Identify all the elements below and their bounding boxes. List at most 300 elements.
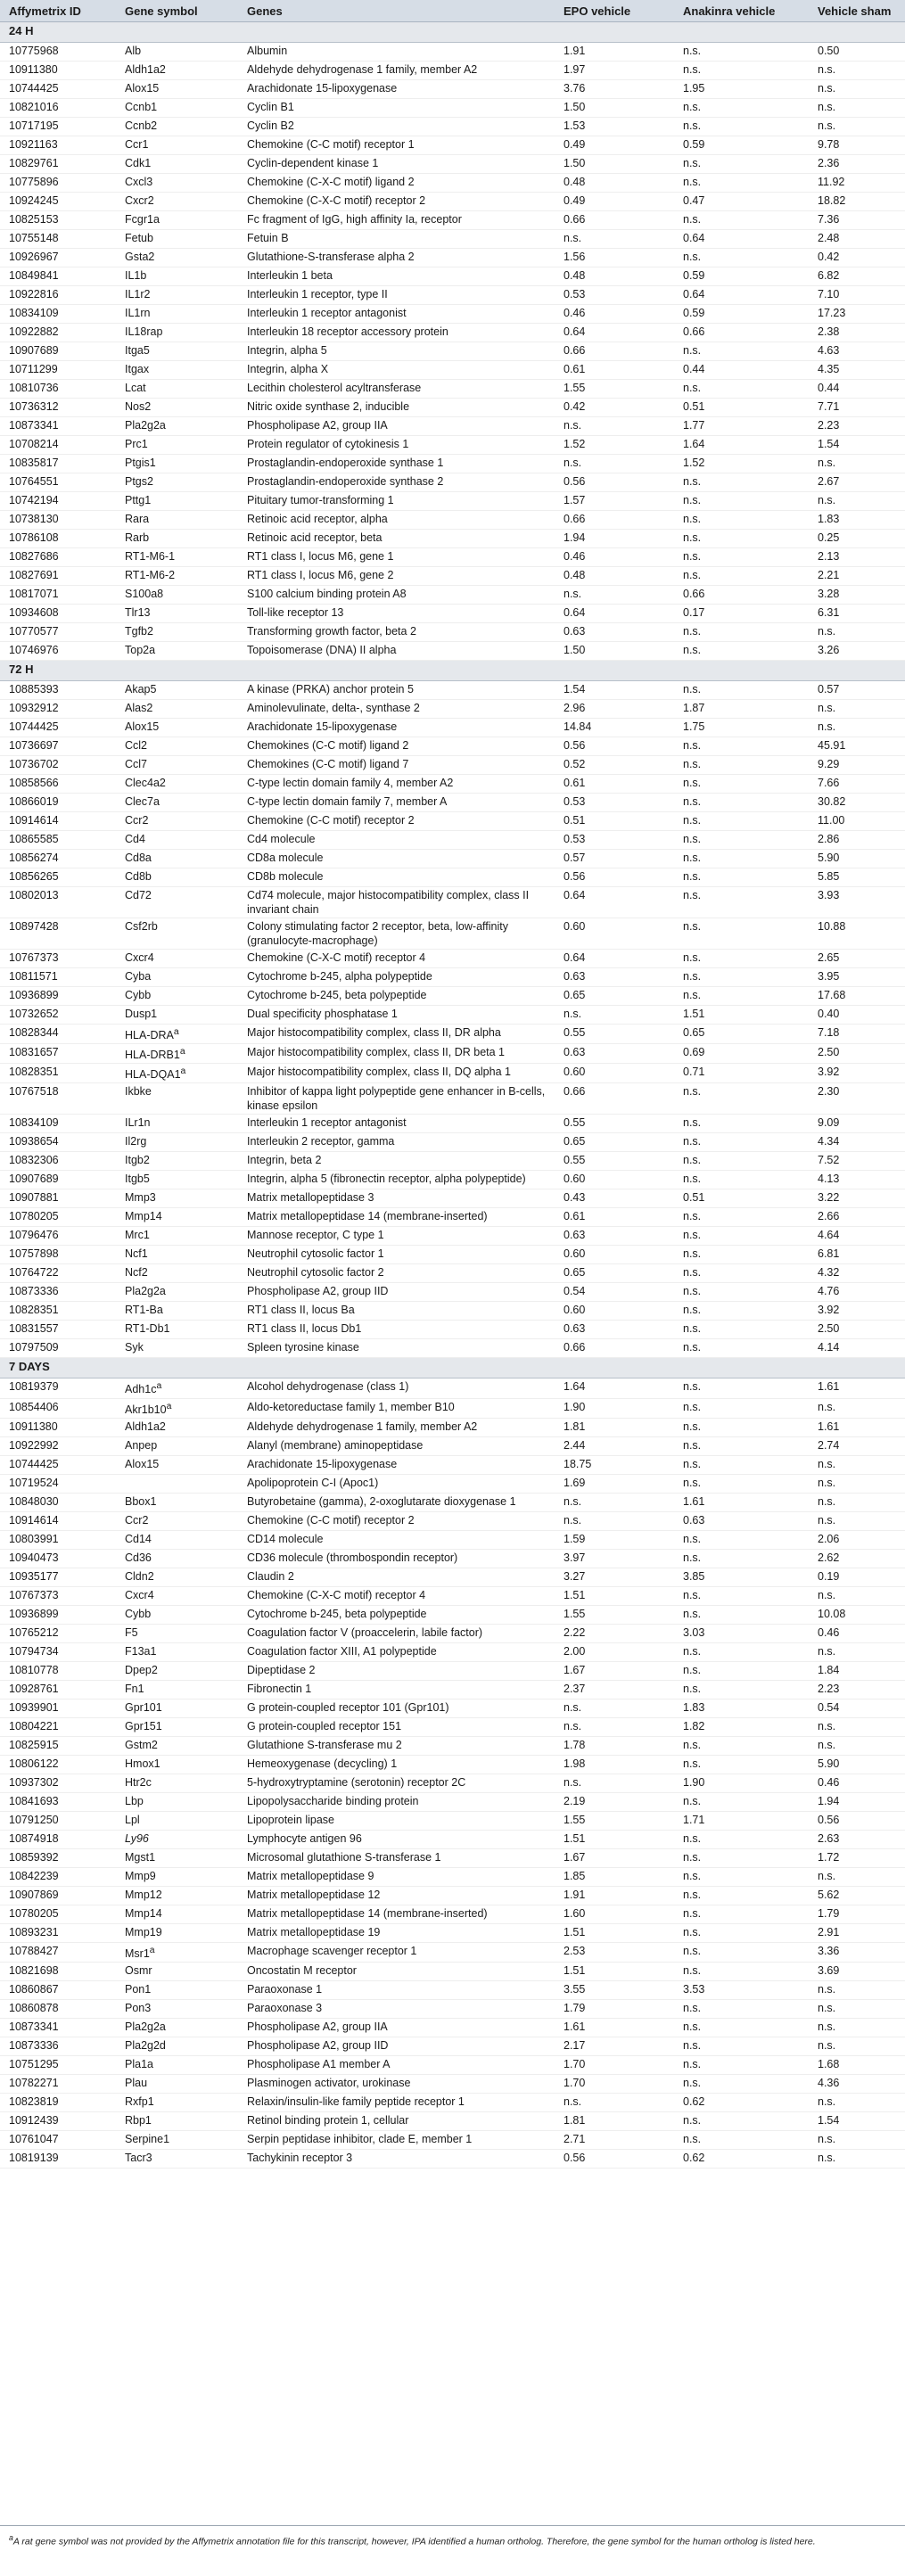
gene-name-cell: Major histocompatibility complex, class II, DR beta 1 bbox=[238, 1044, 555, 1064]
anakinra-vehicle-cell: n.s. bbox=[674, 249, 809, 267]
table-row bbox=[0, 1339, 905, 1358]
affymetrix-id-cell: 10817071 bbox=[0, 586, 116, 605]
vehicle-sham-cell: 3.36 bbox=[809, 1942, 905, 1962]
affymetrix-id-cell: 10804221 bbox=[0, 1717, 116, 1736]
gene-symbol-cell bbox=[116, 887, 238, 918]
table-row bbox=[0, 230, 905, 249]
affymetrix-id-cell: 10744425 bbox=[0, 80, 116, 99]
anakinra-vehicle-cell: 0.51 bbox=[674, 399, 809, 417]
vehicle-sham-cell: 0.44 bbox=[809, 380, 905, 399]
gene-symbol-cell bbox=[116, 1283, 238, 1302]
gene-name-cell: Aldehyde dehydrogenase 1 family, member A2 bbox=[238, 1418, 555, 1436]
vehicle-sham-cell: 5.90 bbox=[809, 1755, 905, 1774]
gene-symbol-text: Aldh1a2 bbox=[125, 63, 166, 76]
affymetrix-id-cell: 10858566 bbox=[0, 775, 116, 794]
epo-vehicle-cell: 0.65 bbox=[555, 987, 674, 1006]
affymetrix-id-cell: 10803991 bbox=[0, 1530, 116, 1549]
gene-symbol-text: Nos2 bbox=[125, 400, 152, 413]
affymetrix-id-cell: 10914614 bbox=[0, 1511, 116, 1530]
gene-symbol-text: Anpep bbox=[125, 1438, 158, 1452]
anakinra-vehicle-cell: n.s. bbox=[674, 1208, 809, 1227]
anakinra-vehicle-cell: n.s. bbox=[674, 1339, 809, 1358]
affymetrix-id-cell: 10802013 bbox=[0, 887, 116, 918]
table-row bbox=[0, 1152, 905, 1171]
table-row bbox=[0, 2037, 905, 2055]
footnote-marker: a bbox=[180, 1066, 186, 1077]
epo-vehicle-cell: 0.66 bbox=[555, 342, 674, 361]
gene-symbol-text: Dusp1 bbox=[125, 1008, 158, 1020]
anakinra-vehicle-cell: n.s. bbox=[674, 511, 809, 530]
table-row bbox=[0, 511, 905, 530]
gene-symbol-text: Ikbke bbox=[125, 1085, 152, 1099]
affymetrix-id-cell: 10825153 bbox=[0, 211, 116, 230]
gene-symbol-text: Ncf2 bbox=[125, 1266, 148, 1280]
epo-vehicle-cell: 3.97 bbox=[555, 1549, 674, 1568]
gene-symbol-cell bbox=[116, 1792, 238, 1811]
vehicle-sham-cell: 2.67 bbox=[809, 473, 905, 492]
anakinra-vehicle-cell: n.s. bbox=[674, 530, 809, 548]
vehicle-sham-cell: n.s. bbox=[809, 1398, 905, 1418]
gene-symbol-text: Fn1 bbox=[125, 1682, 144, 1695]
table-row bbox=[0, 623, 905, 642]
affymetrix-id-cell: 10811571 bbox=[0, 968, 116, 987]
table-row bbox=[0, 1379, 905, 1398]
affymetrix-id-cell: 10926967 bbox=[0, 249, 116, 267]
vehicle-sham-cell: 3.26 bbox=[809, 642, 905, 661]
table-row bbox=[0, 1455, 905, 1474]
gene-symbol-text: Rara bbox=[125, 513, 150, 525]
vehicle-sham-cell: 1.61 bbox=[809, 1418, 905, 1436]
vehicle-sham-cell: 2.30 bbox=[809, 1083, 905, 1115]
epo-vehicle-cell: 0.56 bbox=[555, 868, 674, 887]
anakinra-vehicle-cell: n.s. bbox=[674, 756, 809, 775]
affymetrix-id-cell: 10856274 bbox=[0, 850, 116, 868]
gene-symbol-text: Cd8b bbox=[125, 870, 152, 883]
section-row-24h bbox=[0, 22, 905, 43]
section-label: 7 DAYS bbox=[0, 1358, 905, 1379]
anakinra-vehicle-cell: 0.62 bbox=[674, 2093, 809, 2111]
anakinra-vehicle-cell: n.s. bbox=[674, 1474, 809, 1493]
anakinra-vehicle-cell: n.s. bbox=[674, 812, 809, 831]
gene-symbol-text: Il2rg bbox=[125, 1135, 147, 1148]
affymetrix-id-cell: 10794734 bbox=[0, 1642, 116, 1661]
vehicle-sham-cell: 6.82 bbox=[809, 267, 905, 286]
vehicle-sham-cell: 3.92 bbox=[809, 1064, 905, 1083]
vehicle-sham-cell: 4.32 bbox=[809, 1264, 905, 1283]
vehicle-sham-cell: n.s. bbox=[809, 118, 905, 136]
gene-name-cell: Glutathione S-transferase mu 2 bbox=[238, 1736, 555, 1755]
anakinra-vehicle-cell: n.s. bbox=[674, 2111, 809, 2130]
anakinra-vehicle-cell: n.s. bbox=[674, 1530, 809, 1549]
epo-vehicle-cell: 1.67 bbox=[555, 1848, 674, 1867]
epo-vehicle-cell: 1.91 bbox=[555, 43, 674, 62]
epo-vehicle-cell: 0.49 bbox=[555, 193, 674, 211]
gene-name-cell: Inhibitor of kappa light polypeptide gene enhancer in B-cells, kinase epsilon bbox=[238, 1083, 555, 1115]
affymetrix-id-cell: 10786108 bbox=[0, 530, 116, 548]
section-label: 72 H bbox=[0, 661, 905, 681]
vehicle-sham-cell: 7.52 bbox=[809, 1152, 905, 1171]
gene-symbol-text: Alox15 bbox=[125, 82, 160, 95]
gene-symbol-cell bbox=[116, 1436, 238, 1455]
vehicle-sham-cell: n.s. bbox=[809, 1999, 905, 2018]
gene-symbol-text: Mmp12 bbox=[125, 1888, 162, 1901]
affymetrix-id-cell: 10810736 bbox=[0, 380, 116, 399]
vehicle-sham-cell: n.s. bbox=[809, 1867, 905, 1886]
anakinra-vehicle-cell: 1.83 bbox=[674, 1699, 809, 1717]
vehicle-sham-cell: 0.42 bbox=[809, 249, 905, 267]
epo-vehicle-cell: 1.57 bbox=[555, 492, 674, 511]
vehicle-sham-cell: 1.83 bbox=[809, 511, 905, 530]
gene-name-cell: Alanyl (membrane) aminopeptidase bbox=[238, 1436, 555, 1455]
epo-vehicle-cell: 0.42 bbox=[555, 399, 674, 417]
anakinra-vehicle-cell: n.s. bbox=[674, 1736, 809, 1755]
gene-name-cell: Dual specificity phosphatase 1 bbox=[238, 1006, 555, 1025]
gene-symbol-text: Gstm2 bbox=[125, 1738, 158, 1751]
anakinra-vehicle-cell: n.s. bbox=[674, 1905, 809, 1923]
affymetrix-id-cell: 10873336 bbox=[0, 1283, 116, 1302]
gene-name-cell: Plasminogen activator, urokinase bbox=[238, 2074, 555, 2093]
vehicle-sham-cell: 1.61 bbox=[809, 1379, 905, 1398]
footnote bbox=[9, 2531, 905, 2548]
anakinra-vehicle-cell: n.s. bbox=[674, 2074, 809, 2093]
epo-vehicle-cell: n.s. bbox=[555, 1493, 674, 1511]
anakinra-vehicle-cell: 0.66 bbox=[674, 586, 809, 605]
vehicle-sham-cell: n.s. bbox=[809, 99, 905, 118]
gene-name-cell: Fc fragment of IgG, high affinity Ia, receptor bbox=[238, 211, 555, 230]
gene-name-cell: Lipoprotein lipase bbox=[238, 1811, 555, 1830]
gene-symbol-text: Tacr3 bbox=[125, 2151, 152, 2164]
table-row bbox=[0, 1493, 905, 1511]
epo-vehicle-cell: 0.65 bbox=[555, 1133, 674, 1152]
affymetrix-id-cell: 10832306 bbox=[0, 1152, 116, 1171]
anakinra-vehicle-cell: n.s. bbox=[674, 2130, 809, 2149]
gene-symbol-cell bbox=[116, 1493, 238, 1511]
epo-vehicle-cell: 1.78 bbox=[555, 1736, 674, 1755]
gene-symbol-text: Ptgs2 bbox=[125, 475, 153, 488]
table-row bbox=[0, 99, 905, 118]
gene-symbol-cell bbox=[116, 1530, 238, 1549]
epo-vehicle-cell: 2.22 bbox=[555, 1624, 674, 1642]
anakinra-vehicle-cell: n.s. bbox=[674, 968, 809, 987]
table-row bbox=[0, 1025, 905, 1044]
affymetrix-id-cell: 10936899 bbox=[0, 1605, 116, 1624]
gene-symbol-text: Cxcr2 bbox=[125, 194, 154, 207]
gene-symbol-cell bbox=[116, 918, 238, 950]
table-row bbox=[0, 756, 905, 775]
gene-symbol-cell bbox=[116, 492, 238, 511]
gene-name-cell: Protein regulator of cytokinesis 1 bbox=[238, 436, 555, 455]
anakinra-vehicle-cell: 0.17 bbox=[674, 605, 809, 623]
epo-vehicle-cell: 0.57 bbox=[555, 850, 674, 868]
epo-vehicle-cell: 18.75 bbox=[555, 1455, 674, 1474]
epo-vehicle-cell: n.s. bbox=[555, 455, 674, 473]
affymetrix-id-cell: 10828351 bbox=[0, 1064, 116, 1083]
gene-name-cell: RT1 class I, locus M6, gene 1 bbox=[238, 548, 555, 567]
vehicle-sham-cell: 1.72 bbox=[809, 1848, 905, 1867]
gene-symbol-text: S100a8 bbox=[125, 588, 164, 600]
epo-vehicle-cell: 0.61 bbox=[555, 1208, 674, 1227]
gene-symbol-text: Akr1b10 bbox=[125, 1403, 167, 1416]
epo-vehicle-cell: 1.55 bbox=[555, 380, 674, 399]
vehicle-sham-cell: 7.71 bbox=[809, 399, 905, 417]
vehicle-sham-cell: 3.28 bbox=[809, 586, 905, 605]
gene-name-cell: RT1 class II, locus Ba bbox=[238, 1302, 555, 1321]
anakinra-vehicle-cell: n.s. bbox=[674, 2037, 809, 2055]
vehicle-sham-cell: 2.50 bbox=[809, 1321, 905, 1339]
gene-symbol-text: Prc1 bbox=[125, 438, 148, 450]
vehicle-sham-cell: 1.68 bbox=[809, 2055, 905, 2074]
epo-vehicle-cell: 0.53 bbox=[555, 794, 674, 812]
affymetrix-id-cell: 10797509 bbox=[0, 1339, 116, 1358]
vehicle-sham-cell: n.s. bbox=[809, 2149, 905, 2168]
table-row bbox=[0, 1436, 905, 1455]
gene-symbol-cell bbox=[116, 1474, 238, 1493]
vehicle-sham-cell: 3.95 bbox=[809, 968, 905, 987]
gene-symbol-text: Gpr101 bbox=[125, 1700, 162, 1714]
anakinra-vehicle-cell: n.s. bbox=[674, 62, 809, 80]
anakinra-vehicle-cell: n.s. bbox=[674, 850, 809, 868]
table-body bbox=[0, 22, 905, 2169]
anakinra-vehicle-cell: n.s. bbox=[674, 118, 809, 136]
gene-symbol-cell bbox=[116, 399, 238, 417]
anakinra-vehicle-cell: n.s. bbox=[674, 1133, 809, 1152]
anakinra-vehicle-cell: 1.52 bbox=[674, 455, 809, 473]
table-row bbox=[0, 1568, 905, 1586]
anakinra-vehicle-cell: 1.90 bbox=[674, 1774, 809, 1792]
epo-vehicle-cell: 3.27 bbox=[555, 1568, 674, 1586]
gene-symbol-cell bbox=[116, 1586, 238, 1605]
vehicle-sham-cell: 2.91 bbox=[809, 1923, 905, 1942]
gene-symbol-text: Pla1a bbox=[125, 2057, 153, 2070]
gene-name-cell: CD8a molecule bbox=[238, 850, 555, 868]
table-row bbox=[0, 361, 905, 380]
epo-vehicle-cell: 0.46 bbox=[555, 305, 674, 324]
epo-vehicle-cell: 2.00 bbox=[555, 1642, 674, 1661]
gene-name-cell: Butyrobetaine (gamma), 2-oxoglutarate dioxygenase 1 bbox=[238, 1493, 555, 1511]
gene-name-cell: Spleen tyrosine kinase bbox=[238, 1339, 555, 1358]
table-row bbox=[0, 548, 905, 567]
gene-name-cell: RT1 class II, locus Db1 bbox=[238, 1321, 555, 1339]
anakinra-vehicle-cell: n.s. bbox=[674, 1848, 809, 1867]
anakinra-vehicle-cell: 0.47 bbox=[674, 193, 809, 211]
affymetrix-id-cell: 10775896 bbox=[0, 174, 116, 193]
gene-symbol-cell bbox=[116, 775, 238, 794]
gene-symbol-text: IL1rn bbox=[125, 307, 151, 319]
epo-vehicle-cell: 0.55 bbox=[555, 1025, 674, 1044]
table-row bbox=[0, 1283, 905, 1302]
gene-symbol-cell bbox=[116, 1025, 238, 1044]
table-row bbox=[0, 1549, 905, 1568]
gene-name-cell: Matrix metallopeptidase 19 bbox=[238, 1923, 555, 1942]
vehicle-sham-cell: n.s. bbox=[809, 1642, 905, 1661]
gene-symbol-cell bbox=[116, 230, 238, 249]
gene-name-cell: Phospholipase A2, group IID bbox=[238, 1283, 555, 1302]
affymetrix-id-cell: 10835817 bbox=[0, 455, 116, 473]
affymetrix-id-cell: 10767373 bbox=[0, 950, 116, 968]
vehicle-sham-cell: 4.35 bbox=[809, 361, 905, 380]
epo-vehicle-cell: 0.51 bbox=[555, 812, 674, 831]
gene-symbol-text: Ccr1 bbox=[125, 138, 149, 151]
gene-symbol-text: Mgst1 bbox=[125, 1850, 156, 1864]
affymetrix-id-cell: 10921163 bbox=[0, 136, 116, 155]
affymetrix-id-cell: 10849841 bbox=[0, 267, 116, 286]
epo-vehicle-cell: 0.55 bbox=[555, 1115, 674, 1133]
gene-name-cell: C-type lectin domain family 7, member A bbox=[238, 794, 555, 812]
epo-vehicle-cell: 1.79 bbox=[555, 1999, 674, 2018]
vehicle-sham-cell: 4.14 bbox=[809, 1339, 905, 1358]
affymetrix-id-cell: 10834109 bbox=[0, 1115, 116, 1133]
affymetrix-id-cell: 10742194 bbox=[0, 492, 116, 511]
gene-symbol-cell bbox=[116, 1379, 238, 1398]
gene-name-cell: CD36 molecule (thrombospondin receptor) bbox=[238, 1549, 555, 1568]
gene-symbol-cell bbox=[116, 267, 238, 286]
vehicle-sham-cell: 7.10 bbox=[809, 286, 905, 305]
table-row bbox=[0, 642, 905, 661]
gene-name-cell: Coagulation factor XIII, A1 polypeptide bbox=[238, 1642, 555, 1661]
anakinra-vehicle-cell: n.s. bbox=[674, 1283, 809, 1302]
table-row bbox=[0, 342, 905, 361]
epo-vehicle-cell: 2.53 bbox=[555, 1942, 674, 1962]
anakinra-vehicle-cell: n.s. bbox=[674, 868, 809, 887]
table-row bbox=[0, 43, 905, 62]
table-row bbox=[0, 700, 905, 719]
gene-symbol-text: Pla2g2a bbox=[125, 419, 166, 432]
gene-name-cell: Fibronectin 1 bbox=[238, 1680, 555, 1699]
affymetrix-id-cell: 10791250 bbox=[0, 1811, 116, 1830]
vehicle-sham-cell: 45.91 bbox=[809, 737, 905, 756]
table-row bbox=[0, 1999, 905, 2018]
gene-symbol-cell bbox=[116, 831, 238, 850]
table-row bbox=[0, 1246, 905, 1264]
gene-symbol-text: Hmox1 bbox=[125, 1757, 160, 1770]
gene-symbol-cell bbox=[116, 80, 238, 99]
header-gene-symbol: Gene symbol bbox=[116, 0, 238, 22]
affymetrix-id-cell: 10770577 bbox=[0, 623, 116, 642]
epo-vehicle-cell: 0.64 bbox=[555, 950, 674, 968]
table-row bbox=[0, 380, 905, 399]
table-row bbox=[0, 987, 905, 1006]
affymetrix-id-cell: 10911380 bbox=[0, 1418, 116, 1436]
vehicle-sham-cell: 2.13 bbox=[809, 548, 905, 567]
gene-symbol-text: Rbp1 bbox=[125, 2113, 152, 2127]
gene-name-cell: Matrix metallopeptidase 12 bbox=[238, 1886, 555, 1905]
vehicle-sham-cell: 17.23 bbox=[809, 305, 905, 324]
gene-name-cell: Chemokine (C-X-C motif) ligand 2 bbox=[238, 174, 555, 193]
gene-name-cell: Claudin 2 bbox=[238, 1568, 555, 1586]
table-row bbox=[0, 1227, 905, 1246]
gene-name-cell: Nitric oxide synthase 2, inducible bbox=[238, 399, 555, 417]
table-row bbox=[0, 1511, 905, 1530]
affymetrix-id-cell: 10744425 bbox=[0, 1455, 116, 1474]
affymetrix-id-cell: 10866019 bbox=[0, 794, 116, 812]
affymetrix-id-cell: 10841693 bbox=[0, 1792, 116, 1811]
gene-symbol-cell bbox=[116, 174, 238, 193]
vehicle-sham-cell: 4.63 bbox=[809, 342, 905, 361]
table-row bbox=[0, 1699, 905, 1717]
vehicle-sham-cell: 2.06 bbox=[809, 1530, 905, 1549]
vehicle-sham-cell: n.s. bbox=[809, 623, 905, 642]
table-row bbox=[0, 950, 905, 968]
gene-name-cell: Integrin, alpha X bbox=[238, 361, 555, 380]
vehicle-sham-cell: 0.25 bbox=[809, 530, 905, 548]
gene-name-cell: Interleukin 1 receptor, type II bbox=[238, 286, 555, 305]
vehicle-sham-cell: n.s. bbox=[809, 492, 905, 511]
anakinra-vehicle-cell: 1.82 bbox=[674, 1717, 809, 1736]
vehicle-sham-cell: 18.82 bbox=[809, 193, 905, 211]
gene-symbol-text: Pttg1 bbox=[125, 494, 152, 506]
section-row-72h bbox=[0, 661, 905, 681]
epo-vehicle-cell: 0.66 bbox=[555, 511, 674, 530]
affymetrix-id-cell: 10755148 bbox=[0, 230, 116, 249]
vehicle-sham-cell: 4.64 bbox=[809, 1227, 905, 1246]
affymetrix-id-cell: 10873336 bbox=[0, 2037, 116, 2055]
table-row bbox=[0, 267, 905, 286]
affymetrix-id-cell: 10922882 bbox=[0, 324, 116, 342]
table-row bbox=[0, 1083, 905, 1115]
table-row bbox=[0, 918, 905, 950]
affymetrix-id-cell: 10751295 bbox=[0, 2055, 116, 2074]
gene-symbol-cell bbox=[116, 1549, 238, 1568]
gene-symbol-text: RT1-M6-2 bbox=[125, 569, 176, 581]
gene-symbol-text: Msr1 bbox=[125, 1946, 150, 1960]
affymetrix-id-cell: 10935177 bbox=[0, 1568, 116, 1586]
table-row bbox=[0, 530, 905, 548]
vehicle-sham-cell: 9.78 bbox=[809, 136, 905, 155]
gene-symbol-text: Cxcl3 bbox=[125, 176, 153, 188]
gene-symbol-cell bbox=[116, 1717, 238, 1736]
epo-vehicle-cell: 0.48 bbox=[555, 174, 674, 193]
table-row bbox=[0, 473, 905, 492]
gene-name-cell: Aldo-ketoreductase family 1, member B10 bbox=[238, 1398, 555, 1418]
affymetrix-id-cell: 10873341 bbox=[0, 2018, 116, 2037]
gene-name-cell: CD14 molecule bbox=[238, 1530, 555, 1549]
epo-vehicle-cell: 1.60 bbox=[555, 1905, 674, 1923]
gene-symbol-text: F13a1 bbox=[125, 1644, 157, 1658]
vehicle-sham-cell: 6.31 bbox=[809, 605, 905, 623]
gene-name-cell: Matrix metallopeptidase 9 bbox=[238, 1867, 555, 1886]
gene-symbol-cell bbox=[116, 1736, 238, 1755]
vehicle-sham-cell: 9.29 bbox=[809, 756, 905, 775]
gene-symbol-text: Clec7a bbox=[125, 795, 160, 808]
header-vehicle-sham: Vehicle sham bbox=[809, 0, 905, 22]
gene-symbol-cell bbox=[116, 211, 238, 230]
affymetrix-id-cell: 10775968 bbox=[0, 43, 116, 62]
gene-name-cell: RT1 class I, locus M6, gene 2 bbox=[238, 567, 555, 586]
affymetrix-id-cell: 10767518 bbox=[0, 1083, 116, 1115]
gene-symbol-text: Lbp bbox=[125, 1794, 144, 1807]
epo-vehicle-cell: 1.70 bbox=[555, 2055, 674, 2074]
gene-symbol-text: Htr2c bbox=[125, 1775, 152, 1789]
vehicle-sham-cell: 2.74 bbox=[809, 1436, 905, 1455]
vehicle-sham-cell: n.s. bbox=[809, 1717, 905, 1736]
gene-symbol-cell bbox=[116, 586, 238, 605]
epo-vehicle-cell: 0.43 bbox=[555, 1189, 674, 1208]
gene-symbol-text: Cybb bbox=[125, 989, 152, 1001]
anakinra-vehicle-cell: 1.95 bbox=[674, 80, 809, 99]
epo-vehicle-cell: 0.63 bbox=[555, 1227, 674, 1246]
gene-name-cell: Matrix metallopeptidase 14 (membrane-inserted) bbox=[238, 1905, 555, 1923]
gene-symbol-text: Top2a bbox=[125, 644, 156, 656]
gene-name-cell: Coagulation factor V (proaccelerin, labile factor) bbox=[238, 1624, 555, 1642]
table-row bbox=[0, 1133, 905, 1152]
gene-name-cell: Albumin bbox=[238, 43, 555, 62]
gene-symbol-cell bbox=[116, 380, 238, 399]
affymetrix-id-cell: 10708214 bbox=[0, 436, 116, 455]
gene-symbol-text: Mmp3 bbox=[125, 1191, 156, 1205]
gene-name-cell: Integrin, alpha 5 (fibronectin receptor, alpha polypeptide) bbox=[238, 1171, 555, 1189]
epo-vehicle-cell: 1.50 bbox=[555, 155, 674, 174]
epo-vehicle-cell: 1.50 bbox=[555, 99, 674, 118]
